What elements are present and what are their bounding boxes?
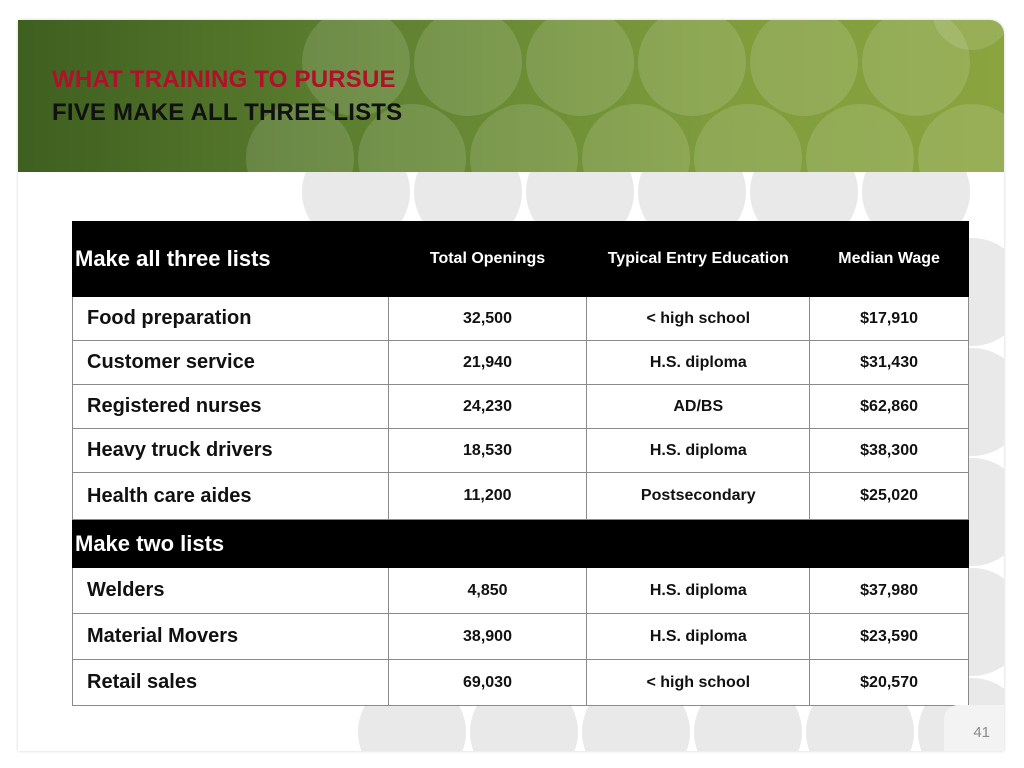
wage-cell: $20,570 xyxy=(810,660,969,706)
education-cell: < high school xyxy=(587,660,810,706)
education-cell: Postsecondary xyxy=(587,473,810,520)
wage-cell: $38,300 xyxy=(810,429,969,473)
occupations-table xyxy=(72,221,969,706)
occupation-cell: Food preparation xyxy=(73,297,389,341)
education-cell: < high school xyxy=(587,297,810,341)
table-row xyxy=(73,429,969,473)
header-median-wage: Median Wage xyxy=(810,222,969,297)
title-banner xyxy=(18,20,1004,172)
slide-subtitle: FIVE MAKE ALL THREE LISTS xyxy=(52,99,403,126)
education-cell: H.S. diploma xyxy=(587,429,810,473)
education-cell: H.S. diploma xyxy=(587,341,810,385)
table-row xyxy=(73,660,969,706)
education-cell: H.S. diploma xyxy=(587,614,810,660)
wage-cell: $31,430 xyxy=(810,341,969,385)
openings-cell: 38,900 xyxy=(388,614,587,660)
header-make-all-three-lists: Make all three lists xyxy=(73,222,389,297)
section-make-two-lists: Make two lists xyxy=(73,520,389,568)
education-cell: H.S. diploma xyxy=(587,568,810,614)
table-row xyxy=(73,385,969,429)
slide-title: WHAT TRAINING TO PURSUE xyxy=(52,66,396,93)
table-row xyxy=(73,568,969,614)
occupation-cell: Heavy truck drivers xyxy=(73,429,389,473)
header-typical-entry-education: Typical Entry Education xyxy=(587,222,810,297)
occupation-cell: Material Movers xyxy=(73,614,389,660)
openings-cell: 21,940 xyxy=(388,341,587,385)
occupation-cell: Retail sales xyxy=(73,660,389,706)
wage-cell: $62,860 xyxy=(810,385,969,429)
table-row xyxy=(73,341,969,385)
header-total-openings: Total Openings xyxy=(388,222,587,297)
occupation-cell: Welders xyxy=(73,568,389,614)
table-header-row xyxy=(73,222,969,297)
occupation-cell: Health care aides xyxy=(73,473,389,520)
openings-cell: 24,230 xyxy=(388,385,587,429)
banner-circle-pattern xyxy=(18,20,1004,172)
wage-cell: $37,980 xyxy=(810,568,969,614)
slide xyxy=(18,20,1004,751)
occupation-cell: Registered nurses xyxy=(73,385,389,429)
openings-cell: 69,030 xyxy=(388,660,587,706)
section-empty-cell xyxy=(587,520,810,568)
page-number: 41 xyxy=(973,724,990,741)
openings-cell: 4,850 xyxy=(388,568,587,614)
section-empty-cell xyxy=(810,520,969,568)
occupation-cell: Customer service xyxy=(73,341,389,385)
table-row xyxy=(73,614,969,660)
section-empty-cell xyxy=(388,520,587,568)
wage-cell: $23,590 xyxy=(810,614,969,660)
table-row xyxy=(73,473,969,520)
wage-cell: $25,020 xyxy=(810,473,969,520)
section-header-row xyxy=(73,520,969,568)
wage-cell: $17,910 xyxy=(810,297,969,341)
openings-cell: 18,530 xyxy=(388,429,587,473)
education-cell: AD/BS xyxy=(587,385,810,429)
openings-cell: 32,500 xyxy=(388,297,587,341)
openings-cell: 11,200 xyxy=(388,473,587,520)
table-row xyxy=(73,297,969,341)
